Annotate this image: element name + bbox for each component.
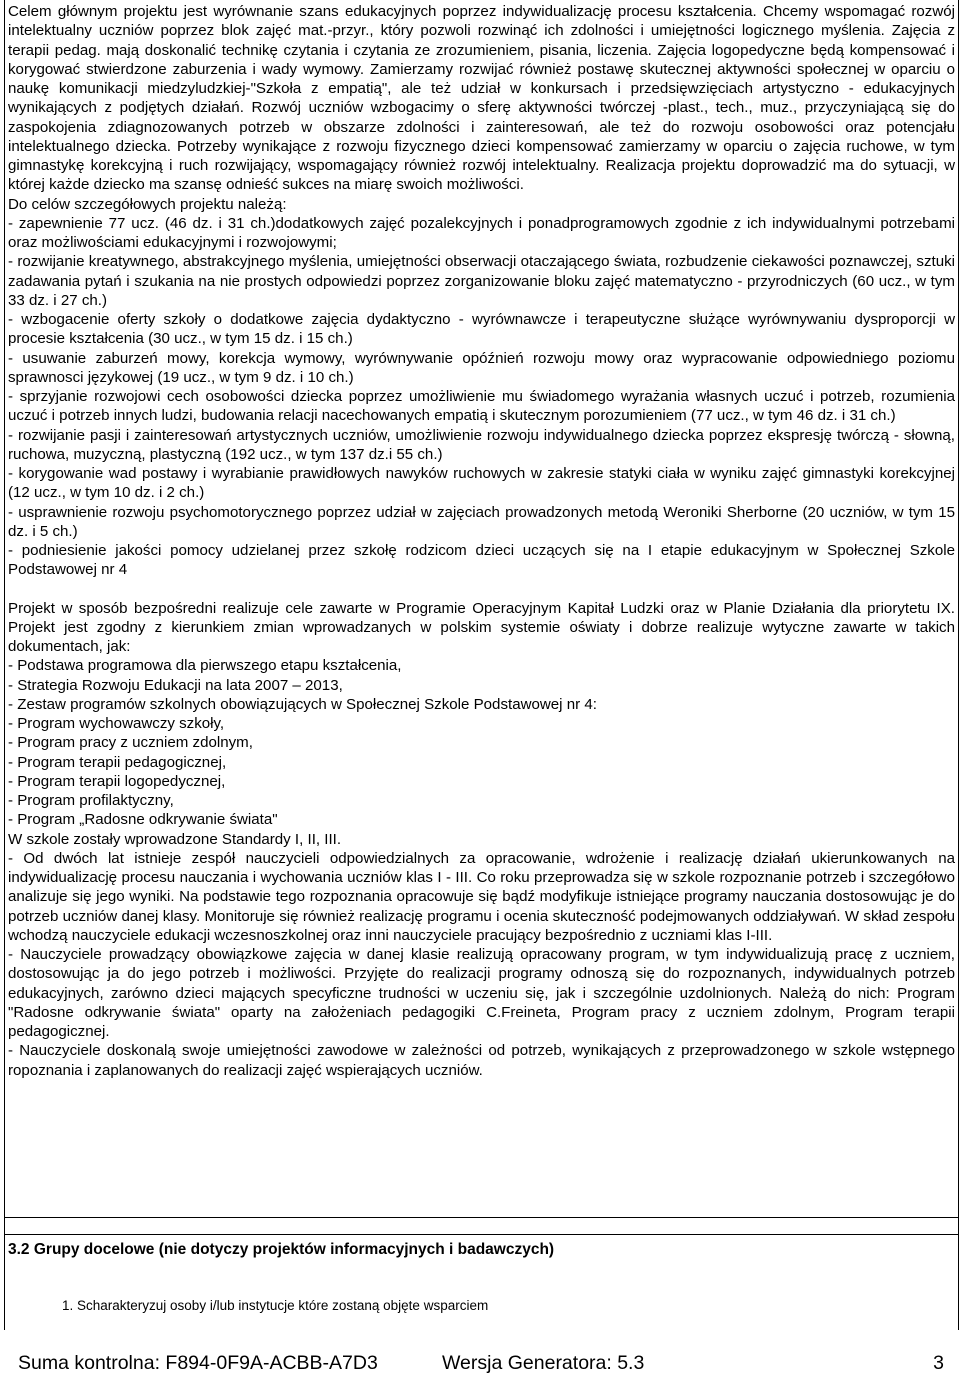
- footer-checksum: Suma kontrolna: F894-0F9A-ACBB-A7D3: [18, 1352, 378, 1374]
- list-item-teachers: - Nauczyciele prowadzący obowiązkowe zajęcia w danej klasie realizują opracowany program, w tym indywidualizują pracę z uczniem, dostosowując ja do jego potrzeb i możliwości. Przyjęte do realizacji programy odnoszą się do rozpoznanych, indywidualnych potrzeb edukacyjnych, zarówno dzieci mających specyficzne trudności w uczeniu się, jak i szczególnie uzdolnionych. Należą do nich: Program "Radosne odkrywanie świata" oparty na założeniach pedagogiki C.Freineta, Program pracy z uczniem zdolnym, Program terapii pedagogicznej.: [8, 946, 955, 1040]
- list-item-document: - Podstawa programowa dla pierwszego etapu kształcenia,: [8, 657, 402, 675]
- list-item-team: - Od dwóch lat istnieje zespół nauczycieli odpowiedzialnych za opracowanie, wdrożenie i realizację działań ukierunkowanych na indywidualizację procesu nauczania i wychowania uczniów klas I - III. Co roku przeprowadza się w szkole rozpoznanie potrzeb i szczegółowo analizuje się jego wyniki. Na podstawie tego rozpoznania opracowuje się bądź modyfikuje istniejące programy nauczania dostosowując je do potrzeb uczniów danej klasy. Monitoruje się również realizację programu i ocenia skuteczność podejmowanych oddziaływań. W skład zespołu wchodzą nauczyciele edukacji wczesnoszkolnej oraz inni nauczyciele pracujący bezpośrednio z uczniami klas I-III.: [8, 849, 955, 944]
- list-item-program: - Program pracy z uczniem zdolnym,: [8, 734, 253, 752]
- list-item-program: - Program profilaktyczny,: [8, 792, 174, 809]
- paragraph-program-alignment: Projekt w sposób bezpośredni realizuje cele zawarte w Programie Operacyjnym Kapitał Ludzki oraz w Planie Działania dla priorytetu IX. Projekt jest zgodny z kierunkiem zmian wprowadzanych w polskim systemie oświaty i dobrze realizuje wytyczne zawarte w takich dokumentach, jak:: [8, 599, 955, 655]
- paragraph-spacer: [8, 580, 955, 599]
- list-item-program: - Program terapii logopedycznej,: [8, 772, 226, 790]
- list-item-goal: - usprawnienie rozwoju psychomotorycznego poprzez udział w zajęciach prowadzonych metodą Weroniki Sherborne (20 uczniów, w tym 15 dz. i 5 ch.): [8, 503, 955, 540]
- list-item-goal: - usuwanie zaburzeń mowy, korekcja wymowy, wyrównywanie opóźnień rozwoju mowy oraz wypracowanie odpowiedniego poziomu sprawnosci językowej (19 ucz., w tym 9 dz. i 10 ch.): [8, 349, 955, 386]
- list-item-program: - Program terapii pedagogicznej,: [8, 753, 227, 771]
- project-description-cell: [5, 0, 958, 1218]
- project-description-text: [5, 0, 958, 1080]
- target-groups-section: [5, 1234, 958, 1330]
- paragraph-standards: W szkole zostały wprowadzone Standardy I, II, III.: [8, 830, 342, 848]
- list-item-goal: - rozwijanie pasji i zainteresowań artystycznych uczniów, umożliwienie rozwoju indywidualnego dziecka poprzez ekspresję twórczą - słowną, ruchowa, muzyczną, plastyczną (192 ucz., w tym 137 dz.i 55 ch.): [8, 426, 955, 463]
- list-item-goal: - zapewnienie 77 ucz. (46 dz. i 31 ch.)dodatkowych zajęć pozalekcyjnych i ponadprogramowych zgodnie z ich indywidualnymi potrzebami oraz możliwościami edukacyjnymi i rozwojowymi;: [8, 214, 955, 251]
- page-footer: [12, 1352, 944, 1378]
- list-item-document: - Strategia Rozwoju Edukacji na lata 2007 – 2013,: [8, 676, 343, 694]
- list-item-program: - Program „Radosne odkrywanie świata": [8, 811, 278, 829]
- paragraph-main-goal: Celem głównym projektu jest wyrównanie szans edukacyjnych poprzez indywidualizację procesu kształcenia. Chcemy wspomagać rozwój intelektualny uczniów poprzez blok zajęć mat.-przyr., który pozwoli rozwinąć ich zdolności i umiejętności logicznego myślenia. Zajęcia z terapii pedag. mają doskonalić technikę czytania i czytania ze zrozumieniem, pisania, liczenia. Zajęcia logopedyczne będą kompensować i korygować stwierdzone zaburzenia i wady wymowy. Zamierzamy rozwijać również postawę skutecznej aktywności społecznej w oparciu o naukę komunikacji miedzyludzkiej-"Szkoła z empatią", ale też udział w konkursach i przedsięwzięciach artystyczno - edukacyjnych wynikających z podjętych działań. Rozwój uczniów wzbogacimy o sferę aktywności twórczej -plast., tech., muz., przyczyniającą się do zaspokojenia zdiagnozowanych potrzeb w obszarze zdolności i zainteresowań, ale też do rozwoju osobowości oraz potencjału intelektualnego dziecka. Potrzeby wynikające z rozwoju fizycznego dzieci kompensować zamierzamy w oparciu o zajęcia ruchowe, w tym gimnastykę korekcyjną i ruch rozwijający, wspomagający również rozwój intelektualny. Realizacja projektu doprowadzić ma do sytuacji, w której każde dziecko ma szansę odnieść sukces na miarę swoich możliwości.: [8, 3, 955, 194]
- section-question: 1. Scharakteryzuj osoby i/lub instytucje które zostaną objęte wsparciem: [62, 1298, 489, 1313]
- list-item-goal: - wzbogacenie oferty szkoły o dodatkowe zajęcia dydaktyczno - wyrównawcze i terapeutyczne służące wyrównywaniu dysproporcji w procesie kształcenia (30 ucz., w tym 15 dz. i 15 ch.): [8, 311, 955, 348]
- footer-generator-version: Wersja Generatora: 5.3: [442, 1352, 645, 1374]
- list-item-goal: - podniesienie jakości pomocy udzielanej przez szkołę rodzicom dzieci uczących się na I etapie edukacyjnym w Społecznej Szkole Podstawowej nr 4: [8, 542, 955, 579]
- section-title: 3.2 Grupy docelowe (nie dotyczy projektów informacyjnych i badawczych): [8, 1241, 555, 1258]
- list-item-program: - Program wychowawczy szkoły,: [8, 715, 225, 732]
- list-item-goal: - korygowanie wad postawy i wyrabianie prawidłowych nawyków ruchowych w zakresie statyki ciała w wyniku zajęć gimnastyki korekcyjnej (12 ucz., w tym 10 dz. i 2 ch.): [8, 465, 955, 502]
- footer-page-number: 3: [933, 1352, 944, 1374]
- list-item-goal: - rozwijanie kreatywnego, abstrakcyjnego myślenia, umiejętności obserwacji otaczającego świata, rozbudzenie ciekawości poznawczej, sztuki zadawania pytań i szukania na nie prostych odpowiedzi poprzez zorganizowanie bloku zajęć matematyczno - przyrodniczych (60 ucz., w tym 33 dz. i 27 ch.): [8, 253, 955, 309]
- list-item-document: - Zestaw programów szkolnych obowiązujących w Społecznej Szkole Podstawowej nr 4:: [8, 695, 597, 713]
- paragraph-specific-goals-heading: Do celów szczegółowych projektu należą:: [8, 195, 287, 213]
- list-item-goal: - sprzyjanie rozwojowi cech osobowości dziecka poprzez umożliwienie mu świadomego wyrażania własnych uczuć i potrzeb, rozumienia uczuć i potrzeb innych ludzi, budowania relacji nacechowanych empatią i skutecznym porozumieniem (77 ucz., w tym 46 dz. i 31 ch.): [8, 388, 955, 425]
- list-item-training: - Nauczyciele doskonalą swoje umiejętności zawodowe w zależności od potrzeb, wynikających z przeprowadzonego w szkole wstępnego ropoznania i zaplanowanych do realizacji zajęć wspierających uczniów.: [8, 1042, 955, 1079]
- document-frame: [4, 0, 959, 1330]
